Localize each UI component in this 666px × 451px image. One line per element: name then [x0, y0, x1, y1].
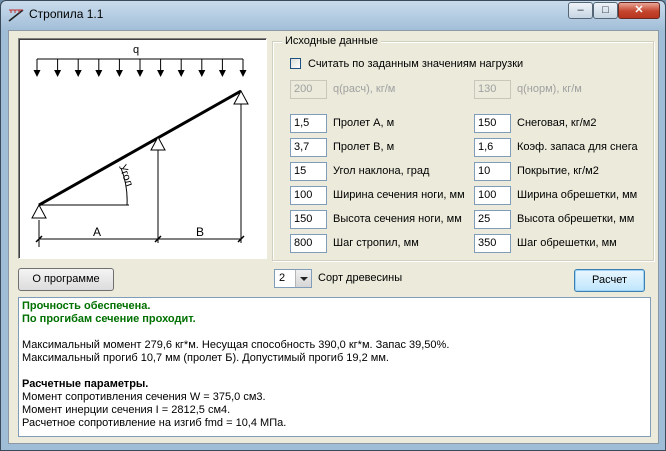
input-data-group-title: Исходные данные	[282, 35, 381, 47]
rafter-app-icon	[8, 7, 24, 23]
rafter-diagram	[18, 38, 267, 259]
load-arrows	[34, 59, 247, 77]
load-arrow-head	[219, 70, 226, 77]
wood-grade-label: Сорт древесины	[318, 272, 403, 284]
param-w: Момент сопротивления сечения W = 375,0 см3.	[22, 391, 266, 403]
span-a-label: A	[92, 225, 102, 239]
param-label: Пролет В, м	[333, 141, 395, 153]
param-label: Шаг обрешетки, мм	[517, 237, 617, 249]
load-arrow-head	[34, 70, 41, 77]
param-label: Снеговая, кг/м2	[517, 117, 597, 129]
calculate-button[interactable]: Расчет	[574, 269, 645, 292]
param-label: Пролет А, м	[333, 117, 395, 129]
use-load-values-label: Считать по заданным значениям нагрузки	[308, 58, 524, 70]
param-input[interactable]: 1,6	[474, 138, 511, 157]
load-arrow-head	[157, 70, 164, 77]
param-label: Покрытие, кг/м2	[517, 165, 599, 177]
rafter-diagram-svg	[19, 39, 266, 258]
load-arrow-head	[116, 70, 123, 77]
param-input[interactable]: 3,7	[290, 138, 327, 157]
load-arrow-head	[54, 70, 61, 77]
params-title: Расчетные параметры.	[22, 378, 149, 390]
close-icon: ✕	[634, 4, 644, 16]
param-fmd: Расчетное сопротивление на изгиб fmd = 10,4 МПа.	[22, 417, 287, 429]
param-input[interactable]: 100	[290, 186, 327, 205]
load-arrow-head	[178, 70, 185, 77]
status-strength: Прочность обеспечена.	[22, 300, 151, 312]
param-input[interactable]: 15	[290, 162, 327, 181]
load-arrow-head	[75, 70, 82, 77]
param-input[interactable]: 100	[474, 186, 511, 205]
result-deflection: Максимальный прогиб 10,7 мм (пролет Б). Допустимый прогиб 19,2 мм.	[22, 352, 389, 364]
maximize-button[interactable]	[593, 2, 618, 19]
maximize-icon: □	[602, 4, 609, 16]
minimize-icon: –	[577, 4, 584, 16]
title-bar[interactable]	[1, 1, 665, 29]
span-b-label: B	[195, 225, 205, 239]
wood-grade-select[interactable]	[274, 269, 312, 288]
rafter-beam	[39, 91, 241, 205]
status-deflection: По прогибам сечение проходит.	[22, 313, 196, 325]
close-button[interactable]	[618, 2, 660, 19]
param-label: q(расч), кг/м	[333, 83, 396, 95]
param-label: q(норм), кг/м	[517, 83, 582, 95]
result-moment: Максимальный момент 279,6 кг*м. Несущая способность 390,0 кг*м. Запас 39,50%.	[22, 339, 450, 351]
param-input[interactable]: 350	[474, 234, 511, 253]
load-arrow-head	[137, 70, 144, 77]
param-i: Момент инерции сечения I = 2812,5 см4.	[22, 404, 231, 416]
window-title: Стропила 1.1	[29, 7, 104, 21]
wood-grade-value: 2	[279, 272, 286, 284]
param-input[interactable]: 150	[290, 210, 327, 229]
use-load-values-checkbox[interactable]	[290, 58, 301, 69]
support-left	[32, 205, 46, 218]
wood-grade-dropdown-arrow[interactable]	[295, 270, 311, 287]
param-label: Высота сечения ноги, мм	[333, 213, 462, 225]
client-area	[8, 30, 659, 444]
minimize-button[interactable]	[568, 2, 593, 19]
param-input[interactable]: 10	[474, 162, 511, 181]
param-input[interactable]: 800	[290, 234, 327, 253]
about-button[interactable]: О программе	[18, 268, 114, 291]
chevron-down-icon	[300, 277, 308, 281]
param-input[interactable]: 1,5	[290, 114, 327, 133]
load-arrow-head	[198, 70, 205, 77]
load-arrow-head	[95, 70, 102, 77]
param-label: Ширина обрешетки, мм	[517, 189, 638, 201]
load-arrow-head	[240, 70, 247, 77]
param-label: Коэф. запаса для снега	[517, 141, 638, 153]
param-input[interactable]: 150	[474, 114, 511, 133]
angle-label: Угол	[116, 162, 136, 189]
param-input: 200	[290, 80, 327, 99]
param-input[interactable]: 25	[474, 210, 511, 229]
param-label: Ширина сечения ноги, мм	[333, 189, 465, 201]
param-label: Угол наклона, град	[333, 165, 430, 177]
load-label: q	[132, 44, 140, 56]
results-output[interactable]	[18, 297, 651, 437]
param-label: Шаг стропил, мм	[333, 237, 419, 249]
param-input: 130	[474, 80, 511, 99]
param-label: Высота обрешетки, мм	[517, 213, 635, 225]
